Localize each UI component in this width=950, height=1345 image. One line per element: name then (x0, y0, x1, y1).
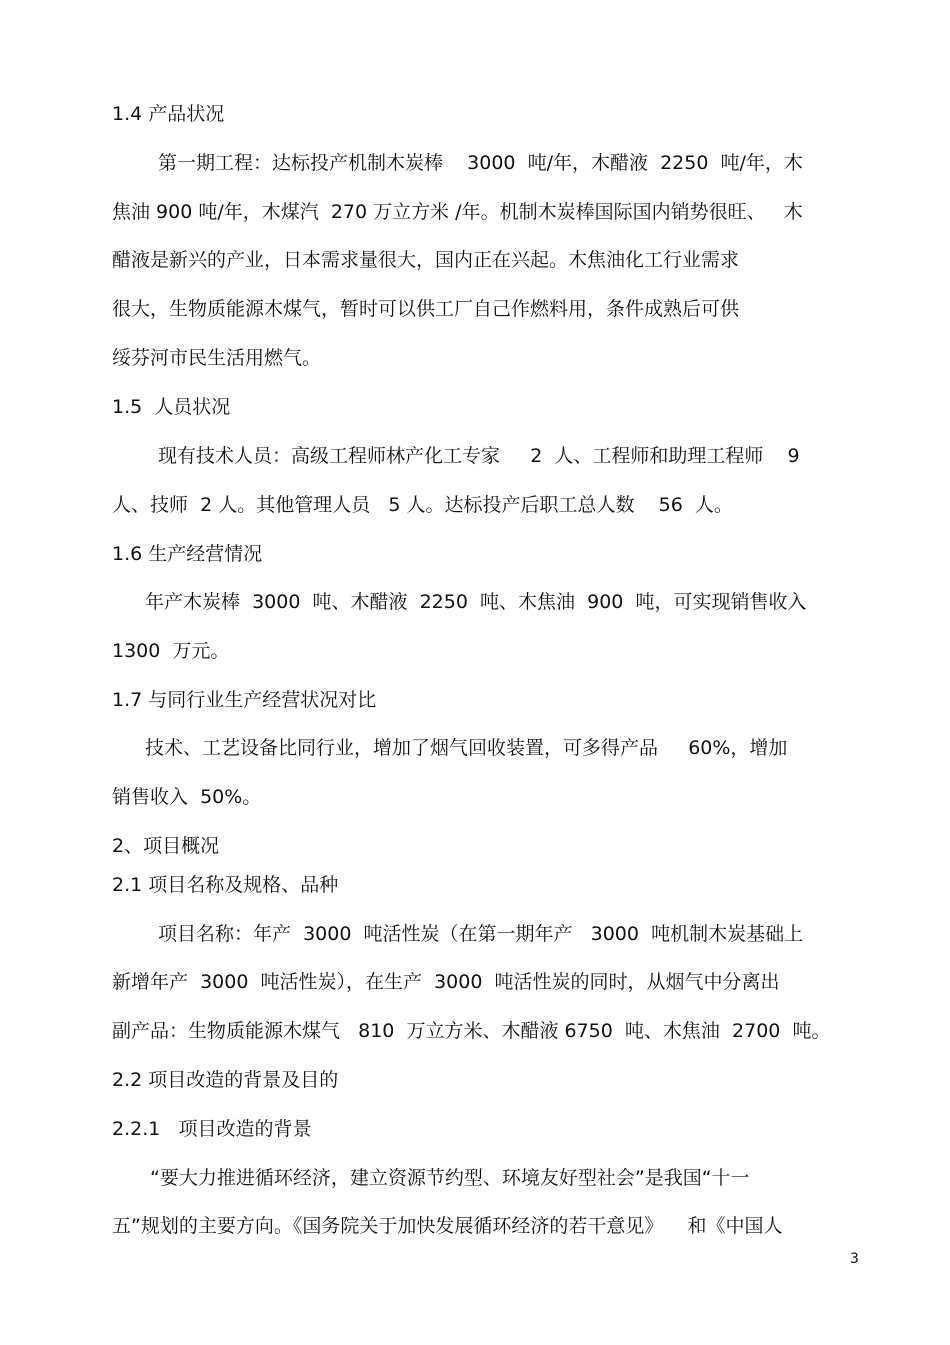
heading-1-5: 1.5 人员状况 (112, 396, 231, 418)
paragraph-line: “要大力推进循环经济，建立资源节约型、环境友好型社会”是我国“十一 (150, 1167, 750, 1189)
paragraph-line: 1300 万元。 (112, 640, 230, 662)
heading-2: 2、项目概况 (112, 835, 220, 857)
paragraph-line: 人、技师 2 人。其他管理人员 5 人。达标投产后职工总人数 56 人。 (112, 494, 733, 516)
page-number: 3 (850, 1251, 859, 1267)
heading-2-2: 2.2 项目改造的背景及目的 (112, 1069, 339, 1091)
heading-1-7: 1.7 与同行业生产经营状况对比 (112, 689, 377, 711)
paragraph-line: 绥芬河市民生活用燃气。 (112, 347, 322, 369)
paragraph-line: 第一期工程：达标投产机制木炭棒 3000 吨/年，木醋液 2250 吨/年，木 (158, 152, 803, 174)
paragraph-line: 技术、工艺设备比同行业，增加了烟气回收装置，可多得产品 60%，增加 (145, 737, 788, 759)
heading-1-6: 1.6 生产经营情况 (112, 543, 263, 565)
paragraph-line: 新增年产 3000 吨活性炭），在生产 3000 吨活性炭的同时，从烟气中分离出 (112, 971, 780, 993)
heading-2-1: 2.1 项目名称及规格、品种 (112, 874, 339, 896)
paragraph-line: 现有技术人员：高级工程师林产化工专家 2 人、工程师和助理工程师 9 (158, 445, 800, 467)
paragraph-line: 五”规划的主要方向。《国务院关于加快发展循环经济的若干意见》 和《中国人 (112, 1215, 783, 1237)
heading-2-2-1: 2.2.1 项目改造的背景 (112, 1118, 312, 1140)
paragraph-line: 项目名称：年产 3000 吨活性炭（在第一期年产 3000 吨机制木炭基础上 (158, 923, 804, 945)
paragraph-line: 年产木炭棒 3000 吨、木醋液 2250 吨、木焦油 900 吨，可实现销售收入 (145, 591, 807, 613)
paragraph-line: 很大，生物质能源木煤气，暂时可以供工厂自己作燃料用，条件成熟后可供 (112, 298, 740, 320)
heading-1-4: 1.4 产品状况 (112, 103, 225, 125)
paragraph-line: 销售收入 50%。 (112, 786, 262, 808)
paragraph-line: 副产品：生物质能源木煤气 810 万立方米、木醋液 6750 吨、木焦油 2700 吨。 (112, 1020, 831, 1042)
paragraph-line: 醋液是新兴的产业，日本需求量很大，国内正在兴起。木焦油化工行业需求 (112, 249, 740, 271)
paragraph-line: 焦油 900 吨/年，木煤汽 270 万立方米 /年。机制木炭棒国际国内销势很旺、 木 (112, 201, 803, 223)
